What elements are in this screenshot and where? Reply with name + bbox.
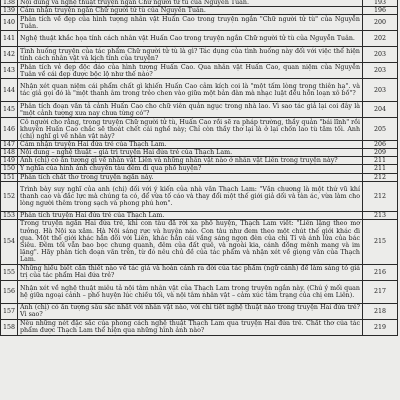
table-row	[1, 102, 398, 118]
page-number: 209	[363, 149, 398, 157]
row-number: 152	[1, 181, 18, 211]
table-row	[1, 280, 398, 303]
question-text: Trình bày suy nghĩ của anh (chị) đối với ý kiến của nhà văn Thạch Lam: "Văn chương là một thứ vũ khí thanh cao và đắc lực mà chúng ta có, để vừa tố cáo và thay đổi một thế giới giả dối và tàn ác, vừa làm cho lòng người thêm trong sạch và phong phú hơn".	[18, 181, 363, 211]
question-text: Nghệ thuật khắc họa tính cách nhân vật Huấn Cao trong truyện ngắn Chữ người tử tù của Nguyễn Tuân.	[18, 31, 363, 47]
question-text: Anh (chị) có ấn tượng gì về nhân vật Liên và những nhân vật nào ở nhân vật Liên trong truyện này?	[18, 157, 363, 165]
page-number: 218	[363, 303, 398, 319]
table-row	[1, 31, 398, 47]
page-number: 216	[363, 264, 398, 280]
row-number: 141	[1, 31, 18, 47]
row-number: 148	[1, 149, 18, 157]
row-number: 153	[1, 211, 18, 219]
table-row	[1, 211, 398, 219]
table-row	[1, 264, 398, 280]
question-text: Tình huống truyện của tác phẩm Chữ người tử tù là gì? Tác dụng của tình huống này đối với việc thể hiện tính cách nhân vật và kịch tính của truyện?	[18, 47, 363, 63]
table-row	[1, 173, 398, 181]
row-number: 143	[1, 63, 18, 79]
page-number: 203	[363, 63, 398, 79]
question-text: Cảm nhận truyện ngắn Chữ người tử tù của Nguyễn Tuân.	[18, 7, 363, 15]
table-row	[1, 79, 398, 102]
table-row	[1, 149, 398, 157]
question-text: Anh (chị) có ấn tượng sâu sắc nhất với nhân vật nào, với chi tiết nghệ thuật nào trong truyện Hai đứa trẻ? Vì sao?	[18, 303, 363, 319]
page-number: 213	[363, 211, 398, 219]
page-number: 219	[363, 319, 398, 335]
question-text: Phân tích truyện Hai đứa trẻ của Thạch Lam.	[18, 211, 363, 219]
row-number: 151	[1, 173, 18, 181]
page-number: 196	[363, 7, 398, 15]
row-number: 158	[1, 319, 18, 335]
page-number: 211	[363, 157, 398, 165]
row-number: 157	[1, 303, 18, 319]
question-text: Nhận xét quan niệm cái phẩm chất gì khiến Huấn Cao cảm kích coi là "một tấm lòng trong thiên hạ". và tác giả gọi đó là "một thanh âm trong trẻo chen vào giữa một bản đàn mà nhạc luật đều hỗn loạn xô bồ"?	[18, 79, 363, 102]
question-text: Phân tích vẻ đẹp độc đáo của hình tượng Huấn Cao. Qua nhân vật Huấn Cao, quan niệm của Nguyễn Tuân về cái đẹp được bộc lộ như thế nào?	[18, 63, 363, 79]
row-number: 146	[1, 118, 18, 141]
table-row	[1, 219, 398, 264]
table-row	[1, 165, 398, 173]
table-row	[1, 141, 398, 149]
question-text: Nêu những nét đặc sắc của phong cách nghệ thuật Thạch Lam qua truyện Hai đứa trẻ. Chất thơ của tác phẩm được Thạch Lam thể hiện qua những hình ảnh nào?	[18, 319, 363, 335]
row-number: 154	[1, 219, 18, 264]
page-number: 193	[363, 0, 398, 7]
question-text: Cô người cho rằng, trong truyện Chữ người tử tù, Huấn Cao rồi sẽ ra pháp trường, thầy quản "bái lĩnh" rồi khuyên Huấn Cao chắc sẽ thoát chết cái nghề này; Chỉ còn thầy thơ lại là ở lại chốn lao tù tăm tối. Anh (chị) nghĩ gì về nhân vật này?	[18, 118, 363, 141]
table-row	[1, 319, 398, 335]
table-row	[1, 181, 398, 211]
page-number: 217	[363, 280, 398, 303]
table-row	[1, 0, 398, 7]
question-text: Những hiểu biết cần thiết nào về tác giả và hoàn cảnh ra đời của tác phẩm (ngữ cảnh) để làm sáng tỏ giá trị của tác phẩm Hai đứa trẻ?	[18, 264, 363, 280]
page-number: 215	[363, 219, 398, 264]
row-number: 138	[1, 0, 18, 7]
row-number: 140	[1, 15, 18, 31]
page-number: 211	[363, 165, 398, 173]
page-number: 212	[363, 173, 398, 181]
page-number: 203	[363, 47, 398, 63]
question-text: Phân tích chất thơ trong truyện ngắn này.	[18, 173, 363, 181]
question-text: Ý nghĩa của hình ảnh chuyến tàu đêm đi qua phố huyện?	[18, 165, 363, 173]
table-row	[1, 7, 398, 15]
table-row	[1, 303, 398, 319]
page-number: 204	[363, 102, 398, 118]
page-number: 203	[363, 79, 398, 102]
row-number: 156	[1, 280, 18, 303]
row-number: 147	[1, 141, 18, 149]
row-number: 155	[1, 264, 18, 280]
question-text: Nội dung – nghệ thuật – giá trị truyện Hai đứa trẻ của Thạch Lam.	[18, 149, 363, 157]
row-number: 144	[1, 79, 18, 102]
table-row	[1, 47, 398, 63]
table-row	[1, 15, 398, 31]
page-number: 205	[363, 118, 398, 141]
question-text: Cảm nhận truyện Hai đứa trẻ của Thạch Lam.	[18, 141, 363, 149]
question-text: Nhận xét về nghệ thuật miêu tả nội tâm nhân vật của Thạch Lam trong truyện ngắn này. (Chú ý mối quan hệ giữa ngoại cảnh – phố huyện lúc chiều tối, và nội tâm nhân vật – cảm xúc tâm trạng của chị em Liên).	[18, 280, 363, 303]
page-number: 202	[363, 31, 398, 47]
table-row	[1, 118, 398, 141]
question-text: Phân tích đoạn văn tả cảnh Huấn Cao cho chữ viên quản ngục trong nhà lao. Vì sao tác giả lại coi đây là "một cảnh tượng xưa nay chưa từng có"?	[18, 102, 363, 118]
row-number: 145	[1, 102, 18, 118]
row-number: 150	[1, 165, 18, 173]
table-row	[1, 157, 398, 165]
page-number: 206	[363, 141, 398, 149]
question-text: Phân tích về đẹp của hình tượng nhân vật Huấn Cao trong truyện ngắn "Chữ người tử tù" của Nguyễn Tuân.	[18, 15, 363, 31]
page-number: 212	[363, 181, 398, 211]
page-number: 200	[363, 15, 398, 31]
question-text: Nội dung và nghệ thuật truyện ngắn Chữ người tử tù của Nguyễn Tuân.	[18, 0, 363, 7]
question-text: Trong truyện ngắn Hai đứa trẻ, khi con tàu đã rời xa phố huyện, Thạch Lam viết: "Liên lặng theo mơ tưởng. Hà Nội xa xăm. Hà Nội sáng rực và huyên náo. Con tàu như đem theo một chút thế giới khác đi qua. Một thế giới khác hẳn đối với Liên, khác hẳn cái vầng sáng ngọn đèn của chị Tí và ánh lửa của bác Siêu. Đêm tối vẫn bao bọc chung quanh, đêm của đất quê, và ngoài kia, cánh đồng mênh mang và im lặng". Hãy phân tích đoạn văn trên, từ đó nêu chủ đề của tác phẩm và nhận xét về giọng văn của Thạch Lam.	[18, 219, 363, 264]
row-number: 149	[1, 157, 18, 165]
row-number: 139	[1, 7, 18, 15]
table-row	[1, 63, 398, 79]
row-number: 142	[1, 47, 18, 63]
